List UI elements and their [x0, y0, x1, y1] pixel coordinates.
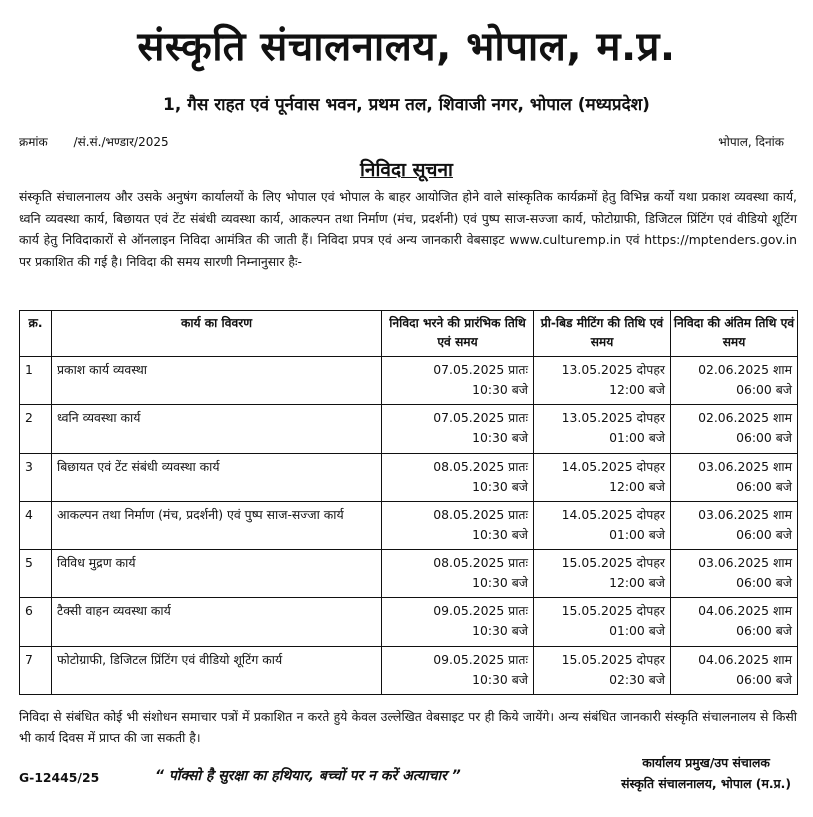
row-description: ध्वनि व्यवस्था कार्य	[57, 410, 141, 426]
row-end-date: 02.06.2025 शाम	[698, 410, 792, 426]
row-prebid-date: 15.05.2025 दोपहर	[561, 603, 665, 619]
row-start-date: 09.05.2025 प्रातः	[433, 651, 528, 667]
row-sno-cell	[20, 646, 52, 694]
row-end-date: 03.06.2025 शाम	[698, 555, 792, 571]
row-end-time: 06:00 बजे	[736, 575, 792, 591]
row-end-time: 06:00 बजे	[736, 430, 792, 446]
header-prebid-date: प्री-बिड मीटिंग की तिथि एवं समय	[534, 311, 671, 357]
row-end-cell	[671, 453, 798, 501]
row-start-cell	[382, 501, 534, 549]
row-start-date: 08.05.2025 प्रातः	[433, 555, 528, 571]
header-sno: क्र.	[20, 311, 52, 357]
header-description: कार्य का विवरण	[52, 311, 382, 357]
signature-block	[621, 752, 791, 794]
row-description: प्रकाश कार्य व्यवस्था	[57, 362, 148, 377]
office-address: 1, गैस राहत एवं पूर्नवास भवन, प्रथम तल, शिवाजी नगर, भोपाल (मध्यप्रदेश)	[163, 95, 650, 115]
row-end-cell	[671, 646, 798, 694]
row-sno: 2	[25, 410, 33, 426]
reference-line	[19, 133, 794, 151]
row-prebid-cell	[534, 501, 671, 549]
table-header-row	[20, 311, 798, 357]
table-body	[20, 357, 798, 695]
row-end-date: 02.06.2025 शाम	[698, 362, 792, 377]
row-start-cell	[382, 646, 534, 694]
signature-office: संस्कृति संचालनालय, भोपाल (म.प्र.)	[621, 776, 791, 791]
row-sno-cell	[20, 453, 52, 501]
row-sno: 1	[25, 362, 33, 377]
row-end-date: 04.06.2025 शाम	[698, 603, 792, 619]
row-start-date: 09.05.2025 प्रातः	[433, 603, 528, 619]
header-start-date: निविदा भरने की प्रारंभिक तिथि एवं समय	[382, 311, 534, 357]
row-prebid-time: 12:00 बजे	[609, 478, 665, 494]
row-start-time: 10:30 बजे	[472, 623, 528, 639]
row-description-cell	[52, 646, 382, 694]
row-prebid-time: 01:00 बजे	[609, 526, 665, 542]
row-prebid-cell	[534, 550, 671, 598]
row-prebid-cell	[534, 453, 671, 501]
row-end-cell	[671, 550, 798, 598]
row-end-cell	[671, 598, 798, 646]
row-end-date: 04.06.2025 शाम	[698, 651, 792, 667]
signature-designation: कार्यालय प्रमुख/उप संचालक	[642, 755, 770, 770]
table-row	[20, 357, 798, 405]
notice-code: G-12445/25	[19, 770, 100, 785]
row-start-cell	[382, 453, 534, 501]
row-description-cell	[52, 405, 382, 453]
row-prebid-cell	[534, 646, 671, 694]
row-description-cell	[52, 550, 382, 598]
table-row	[20, 550, 798, 598]
row-sno-cell	[20, 550, 52, 598]
table-row	[20, 405, 798, 453]
reference-number: /सं.सं./भण्डार/2025	[73, 135, 169, 149]
intro-paragraph: संस्कृति संचालनालय और उसके अनुषंग कार्यालयों के लिए भोपाल एवं भोपाल के बाहर आयोजित होने वाले सांस्कृतिक कार्यक्रमों हेतु विभिन्न कर्यो यथा प्रकाश व्यवस्था कार्य, ध्वनि व्यवस्था कार्य, बिछायत एवं टेंट संबंधी व्यवस्था कार्य, आकल्पन तथा निर्माण (मंच, प्रदर्शनी) एवं पुष्प साज-सज्जा कार्य, फोटोग्राफी, डिजिटल प्रिंटिंग एवं वीडियो शूटिंग कार्य हेतु निविदाकारों से ऑनलाइन निविदा आमंत्रित की जाती हैं। निविदा प्रपत्र एवं अन्य जानकारी वेबसाइट www.culturemp.in एवं https://mptenders.gov.in पर प्रकाशित की गई है। निविदा की समय सारणी निम्नानुसार हैः-	[19, 189, 797, 269]
row-prebid-date: 14.05.2025 दोपहर	[561, 458, 665, 474]
row-end-time: 06:00 बजे	[736, 671, 792, 687]
row-start-cell	[382, 405, 534, 453]
footer-note: निविदा से संबंधित कोई भी संशोधन समाचार पत्रों में प्रकाशित न करते हुये केवल उल्लेखित वेबसाइट पर ही किये जायेंगे। अन्य संबंधित जानकारी संस्कृति संचालनालय से किसी भी कार्य दिवस में प्राप्त की जा सकती है।	[19, 709, 797, 745]
row-description-cell	[52, 453, 382, 501]
row-start-time: 10:30 बजे	[472, 430, 528, 446]
row-start-time: 10:30 बजे	[472, 575, 528, 591]
row-description-cell	[52, 357, 382, 405]
tender-schedule-table	[19, 310, 798, 695]
row-end-time: 06:00 बजे	[736, 382, 792, 397]
row-start-date: 07.05.2025 प्रातः	[433, 410, 528, 426]
row-end-time: 06:00 बजे	[736, 478, 792, 494]
place-date: भोपाल, दिनांक	[718, 135, 784, 149]
row-prebid-time: 02:30 बजे	[609, 671, 665, 687]
row-end-date: 03.06.2025 शाम	[698, 458, 792, 474]
row-start-time: 10:30 बजे	[472, 478, 528, 494]
row-prebid-cell	[534, 405, 671, 453]
row-start-time: 10:30 बजे	[472, 382, 528, 397]
row-prebid-date: 13.05.2025 दोपहर	[561, 410, 665, 426]
row-start-cell	[382, 550, 534, 598]
row-description: विविध मुद्रण कार्य	[57, 555, 136, 571]
row-sno-cell	[20, 357, 52, 405]
row-prebid-cell	[534, 357, 671, 405]
row-prebid-date: 15.05.2025 दोपहर	[561, 555, 665, 571]
row-description-cell	[52, 501, 382, 549]
row-end-time: 06:00 बजे	[736, 526, 792, 542]
notice-heading: निविदा सूचना	[360, 159, 453, 181]
row-sno-cell	[20, 598, 52, 646]
row-sno: 6	[25, 603, 33, 619]
row-end-cell	[671, 405, 798, 453]
row-end-cell	[671, 357, 798, 405]
row-prebid-time: 01:00 बजे	[609, 430, 665, 446]
row-prebid-time: 12:00 बजे	[609, 575, 665, 591]
row-start-cell	[382, 598, 534, 646]
table-row	[20, 453, 798, 501]
row-start-time: 10:30 बजे	[472, 526, 528, 542]
row-description: फोटोग्राफी, डिजिटल प्रिंटिंग एवं वीडियो शूटिंग कार्य	[57, 651, 283, 667]
row-prebid-time: 12:00 बजे	[609, 382, 665, 397]
row-start-date: 08.05.2025 प्रातः	[433, 506, 528, 522]
pocso-slogan: “ पॉक्सो है सुरक्षा का हथियार, बच्चों पर न करें अत्याचार ”	[155, 768, 461, 784]
row-start-time: 10:30 बजे	[472, 671, 528, 687]
row-sno-cell	[20, 501, 52, 549]
table-row	[20, 646, 798, 694]
row-start-date: 08.05.2025 प्रातः	[433, 458, 528, 474]
row-sno: 7	[25, 651, 33, 667]
row-start-cell	[382, 357, 534, 405]
row-sno: 3	[25, 458, 33, 474]
row-prebid-time: 01:00 बजे	[609, 623, 665, 639]
row-sno: 5	[25, 555, 33, 571]
row-end-date: 03.06.2025 शाम	[698, 506, 792, 522]
row-description: आकल्पन तथा निर्माण (मंच, प्रदर्शनी) एवं पुष्प साज-सज्जा कार्य	[57, 506, 344, 522]
row-prebid-date: 15.05.2025 दोपहर	[561, 651, 665, 667]
reference-label: क्रमांक	[19, 135, 48, 149]
row-start-date: 07.05.2025 प्रातः	[433, 362, 528, 377]
row-sno: 4	[25, 506, 33, 522]
row-end-cell	[671, 501, 798, 549]
row-prebid-date: 14.05.2025 दोपहर	[561, 506, 665, 522]
table-row	[20, 501, 798, 549]
page-title: संस्कृति संचालनालय, भोपाल, म.प्र.	[137, 24, 676, 70]
row-end-time: 06:00 बजे	[736, 623, 792, 639]
table-row	[20, 598, 798, 646]
row-description-cell	[52, 598, 382, 646]
row-prebid-date: 13.05.2025 दोपहर	[561, 362, 665, 377]
header-end-date: निविदा की अंतिम तिथि एवं समय	[671, 311, 798, 357]
row-sno-cell	[20, 405, 52, 453]
row-description: टैक्सी वाहन व्यवस्था कार्य	[57, 603, 171, 619]
row-description: बिछायत एवं टेंट संबंधी व्यवस्था कार्य	[57, 458, 220, 474]
row-prebid-cell	[534, 598, 671, 646]
